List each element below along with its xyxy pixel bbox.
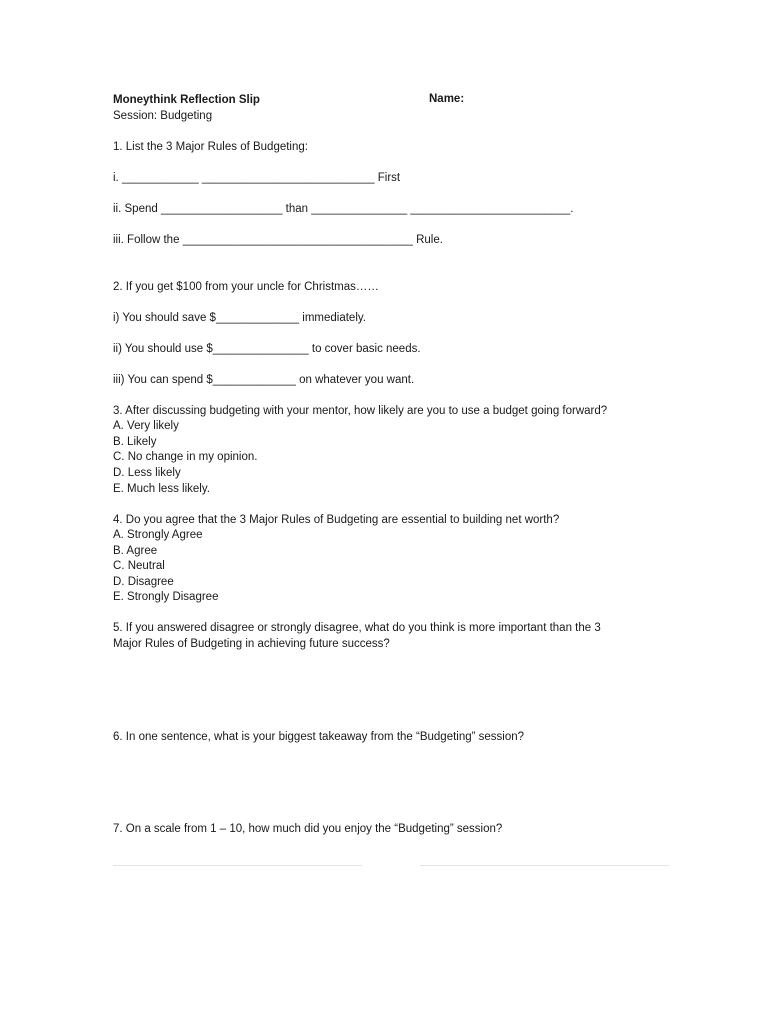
q3-option: A. Very likely xyxy=(113,420,179,432)
name-label: Name: xyxy=(429,93,465,105)
q5-prompt-line1: 5. If you answered disagree or strongly disagree, what do you think is more important than the 3 xyxy=(113,622,601,634)
q2-item-iii: iii) You can spend $_____________ on whatever you want. xyxy=(113,374,415,386)
q3-option: D. Less likely xyxy=(113,467,181,479)
q3-option: B. Likely xyxy=(113,436,157,448)
q1-prompt: 1. List the 3 Major Rules of Budgeting: xyxy=(113,141,308,153)
session-label: Session: Budgeting xyxy=(113,110,213,122)
q3-prompt: 3. After discussing budgeting with your mentor, how likely are you to use a budget going forward? xyxy=(113,405,608,417)
q2-item-i: i) You should save $_____________ immediately. xyxy=(113,312,366,324)
q2-item-ii: ii) You should use $_______________ to cover basic needs. xyxy=(113,343,421,355)
q3-option: C. No change in my opinion. xyxy=(113,451,258,463)
slip-title: Moneythink Reflection Slip xyxy=(113,94,260,106)
q4-option: A. Strongly Agree xyxy=(113,529,203,541)
answer-line-left xyxy=(113,865,362,866)
answer-line-right xyxy=(420,865,669,866)
q5-prompt-line2: Major Rules of Budgeting in achieving future success? xyxy=(113,638,390,650)
q3-option: E. Much less likely. xyxy=(113,483,210,495)
q4-option: D. Disagree xyxy=(113,576,174,588)
q4-prompt: 4. Do you agree that the 3 Major Rules of Budgeting are essential to building net worth? xyxy=(113,514,560,526)
q7-prompt: 7. On a scale from 1 – 10, how much did you enjoy the “Budgeting” session? xyxy=(113,823,503,835)
q1-rule-ii: ii. Spend ___________________ than _______________ _________________________. xyxy=(113,203,574,215)
q4-option: B. Agree xyxy=(113,545,158,557)
q4-option: C. Neutral xyxy=(113,560,165,572)
q6-prompt: 6. In one sentence, what is your biggest takeaway from the “Budgeting” session? xyxy=(113,731,525,743)
q4-option: E. Strongly Disagree xyxy=(113,591,219,603)
q1-rule-i: i. ____________ ___________________________ First xyxy=(113,172,401,184)
q2-prompt: 2. If you get $100 from your uncle for Christmas…… xyxy=(113,281,379,293)
q1-rule-iii: iii. Follow the ____________________________________ Rule. xyxy=(113,234,443,246)
